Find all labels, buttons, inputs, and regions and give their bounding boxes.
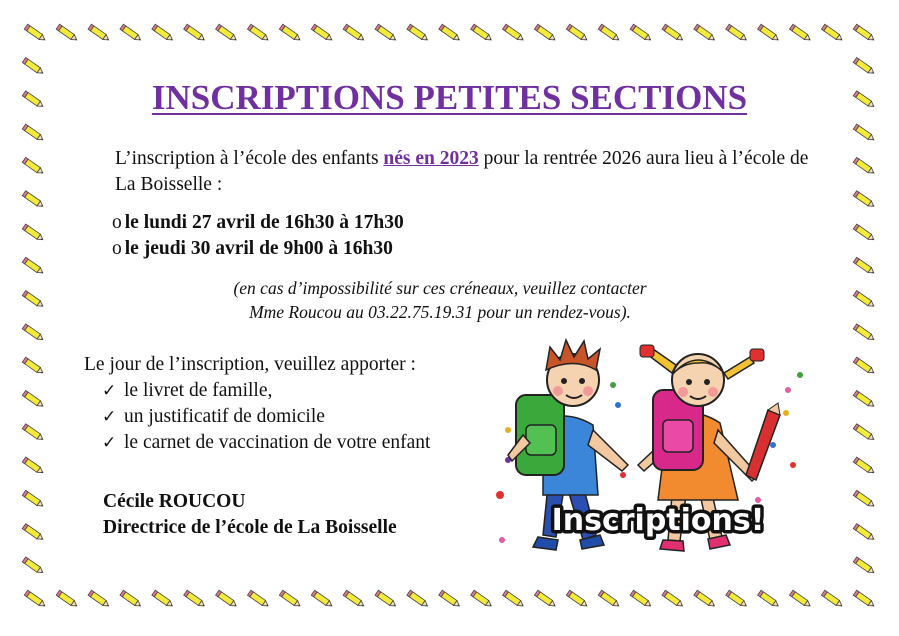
- document-label: le livret de famille,: [124, 380, 273, 401]
- pencil-icon: [853, 524, 875, 542]
- pencil-icon: [439, 24, 461, 42]
- pencil-icon: [630, 24, 652, 42]
- intro-text-after: pour la rentrée 2026 aura lieu à l’école de La Boisselle :: [115, 148, 809, 195]
- intro-highlight: nés en 2023: [383, 148, 479, 169]
- pencil-icon: [471, 24, 493, 42]
- pencil-icon: [853, 58, 875, 76]
- pencil-icon: [853, 357, 875, 375]
- pencil-icon: [503, 24, 525, 42]
- pencil-icon: [407, 24, 429, 42]
- pencil-icon: [853, 557, 875, 575]
- pencil-icon: [88, 24, 110, 42]
- pencil-icon: [471, 590, 493, 608]
- pencil-icon: [56, 590, 78, 608]
- pencil-icon: [120, 24, 142, 42]
- pencil-icon: [22, 257, 44, 275]
- pencil-icon: [853, 490, 875, 508]
- pencil-icon: [566, 24, 588, 42]
- pencil-icon: [216, 590, 238, 608]
- pencil-icon: [22, 424, 44, 442]
- pencil-icon: [279, 24, 301, 42]
- pencil-icon: [853, 424, 875, 442]
- pencil-icon: [22, 357, 44, 375]
- pencil-icon: [853, 324, 875, 342]
- pencil-icon: [22, 390, 44, 408]
- document-item: [102, 404, 430, 430]
- pencil-icon: [24, 590, 46, 608]
- intro-text-before: L’inscription à l’école des enfants: [115, 148, 384, 169]
- pencil-icon: [758, 24, 780, 42]
- inscriptions-caption: Inscriptions!: [551, 503, 765, 538]
- pencil-icon: [853, 257, 875, 275]
- pencil-icon: [694, 590, 716, 608]
- pencil-icon: [853, 291, 875, 309]
- pencil-icon: [503, 590, 525, 608]
- pencil-icon: [22, 291, 44, 309]
- pencil-icon: [343, 24, 365, 42]
- circle-bullet-icon: o: [112, 212, 122, 233]
- pencil-icon: [853, 457, 875, 475]
- note-line: Mme Roucou au 03.22.75.19.31 pour un rendez-vous).: [249, 302, 631, 322]
- pencil-icon: [22, 224, 44, 242]
- pencil-icon: [853, 124, 875, 142]
- documents-list: [84, 378, 430, 456]
- pencil-icon: [853, 390, 875, 408]
- documents-section: [84, 352, 430, 456]
- document-label: le carnet de vaccination de votre enfant: [124, 432, 431, 453]
- pencil-icon: [758, 590, 780, 608]
- pencil-icon: [662, 590, 684, 608]
- pencil-icon: [22, 191, 44, 209]
- pencil-icon: [630, 590, 652, 608]
- signature-role: Directrice de l’école de La Boisselle: [103, 517, 397, 538]
- page-title: INSCRIPTIONS PETITES SECTIONS: [151, 78, 748, 117]
- pencil-icon: [375, 24, 397, 42]
- circle-bullet-icon: o: [112, 238, 122, 259]
- pencil-icon: [22, 490, 44, 508]
- pencil-icon: [598, 590, 620, 608]
- pencil-icon: [152, 24, 174, 42]
- pencil-icon: [343, 590, 365, 608]
- pencil-icon: [853, 224, 875, 242]
- pencil-icon: [821, 24, 843, 42]
- pencil-icon: [566, 590, 588, 608]
- pencil-icon: [22, 324, 44, 342]
- checkmark-icon: ✓: [102, 381, 117, 401]
- signature-block: [103, 489, 397, 541]
- pencil-icon: [598, 24, 620, 42]
- pencil-icon: [853, 191, 875, 209]
- pencil-icon: [662, 24, 684, 42]
- pencil-icon: [279, 590, 301, 608]
- pencil-icon: [22, 157, 44, 175]
- pencil-icon: [24, 24, 46, 42]
- dates-list: [112, 210, 404, 262]
- pencil-icon: [853, 24, 875, 42]
- document-item: [102, 378, 430, 404]
- pencil-icon: [853, 590, 875, 608]
- documents-intro: Le jour de l’inscription, veuillez apporter :: [84, 354, 416, 375]
- pencil-icon: [853, 157, 875, 175]
- date-label: le lundi 27 avril de 16h30 à 17h30: [124, 212, 404, 233]
- signature-name: Cécile ROUCOU: [103, 491, 246, 512]
- pencil-icon: [375, 590, 397, 608]
- pencil-icon: [56, 24, 78, 42]
- pencil-icon: [120, 590, 142, 608]
- pencil-icon: [407, 590, 429, 608]
- contact-note: [150, 276, 730, 324]
- checkmark-icon: ✓: [102, 407, 117, 427]
- pencil-icon: [184, 590, 206, 608]
- pencil-icon: [821, 590, 843, 608]
- pencil-icon: [216, 24, 238, 42]
- date-item: [112, 210, 404, 236]
- pencil-icon: [534, 590, 556, 608]
- pencil-icon: [534, 24, 556, 42]
- document-label: un justificatif de domicile: [124, 406, 325, 427]
- pencil-icon: [247, 590, 269, 608]
- pencil-icon: [439, 590, 461, 608]
- pencil-icon: [88, 590, 110, 608]
- pencil-icon: [152, 590, 174, 608]
- date-item: [112, 236, 404, 262]
- pencil-icon: [184, 24, 206, 42]
- pencil-icon: [311, 590, 333, 608]
- pencil-icon: [726, 590, 748, 608]
- document-item: [102, 430, 430, 456]
- note-line: (en cas d’impossibilité sur ces créneaux, veuillez contacter: [233, 278, 647, 298]
- pencil-icon: [311, 24, 333, 42]
- pencil-icon: [22, 524, 44, 542]
- date-label: le jeudi 30 avril de 9h00 à 16h30: [124, 238, 393, 259]
- pencil-icon: [22, 457, 44, 475]
- pencil-icon: [789, 24, 811, 42]
- pencil-icon: [789, 590, 811, 608]
- pencil-icon: [247, 24, 269, 42]
- pencil-icon: [22, 124, 44, 142]
- intro-paragraph: [115, 146, 815, 198]
- pencil-icon: [694, 24, 716, 42]
- children-illustration: [488, 335, 808, 565]
- pencil-icon: [22, 58, 44, 76]
- pencil-icon: [22, 557, 44, 575]
- pencil-icon: [726, 24, 748, 42]
- checkmark-icon: ✓: [102, 433, 117, 453]
